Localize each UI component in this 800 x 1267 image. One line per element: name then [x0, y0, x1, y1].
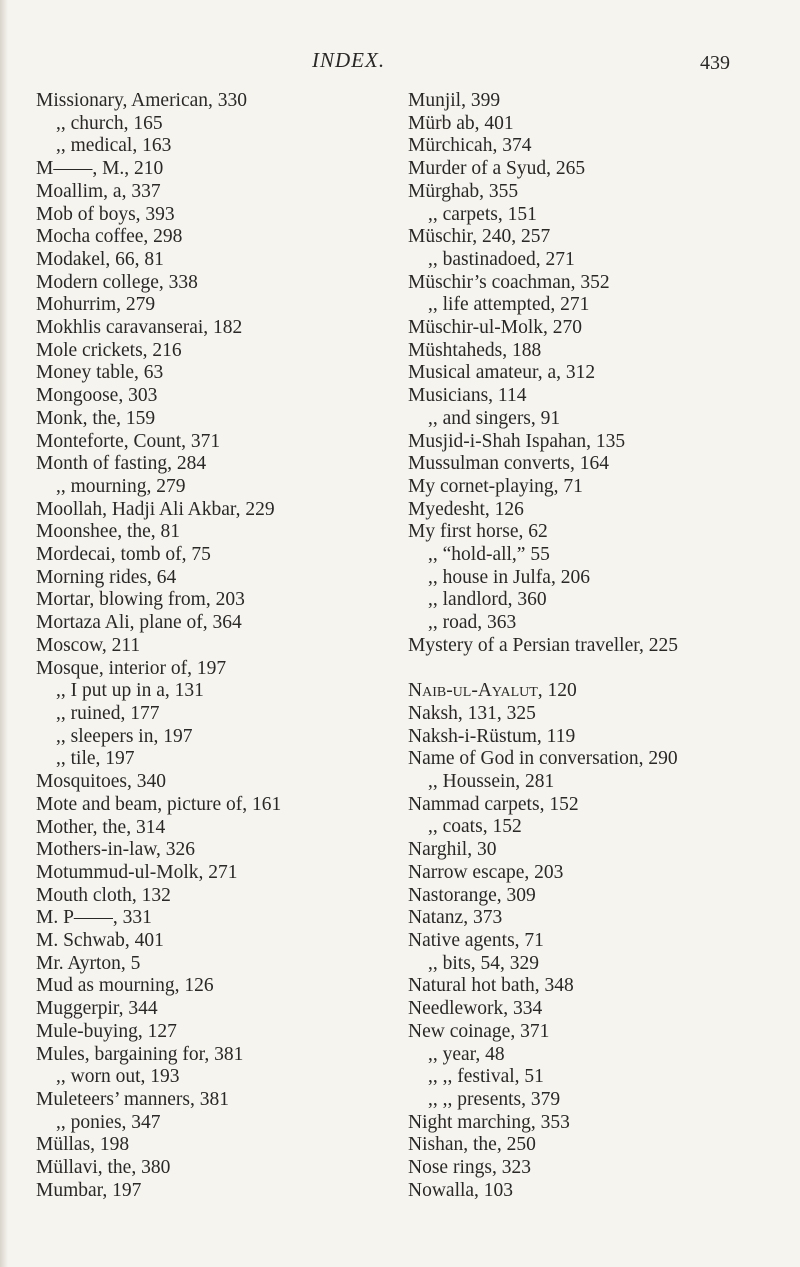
index-subentry: ,, bits, 54, 329	[428, 952, 540, 974]
index-entry: Name of God in conversation, 290	[408, 748, 678, 770]
index-entry: Monk, the, 159	[36, 407, 156, 429]
index-subentry: ,, carpets, 151	[428, 203, 537, 225]
index-entry: Müllavi, the, 380	[36, 1157, 171, 1179]
index-entry: Mürb ab, 401	[408, 112, 514, 134]
index-entry: Mob of boys, 393	[36, 203, 175, 225]
index-entry: Mr. Ayrton, 5	[36, 952, 141, 974]
index-entry: Mouth cloth, 132	[36, 884, 171, 906]
index-entry: Narrow escape, 203	[408, 861, 564, 883]
index-entry: M. Schwab, 401	[36, 930, 164, 952]
index-subentry: ,, ponies, 347	[56, 1111, 161, 1133]
index-entry: Mongoose, 303	[36, 385, 158, 407]
index-entry: Mumbar, 197	[36, 1179, 142, 1201]
index-entry: Mothers-in-law, 326	[36, 839, 196, 861]
index-subentry: ,, house in Julfa, 206	[428, 566, 590, 588]
index-entry: Morning rides, 64	[36, 566, 177, 588]
index-entry: Müschir’s coachman, 352	[408, 271, 610, 293]
index-entry: Mürchicah, 374	[408, 135, 532, 157]
index-subentry: ,, life attempted, 271	[428, 294, 590, 316]
index-subentry: ,, sleepers in, 197	[56, 725, 193, 747]
index-subentry: ,, coats, 152	[428, 816, 522, 838]
index-entry: M——, M., 210	[36, 158, 164, 180]
index-entry: Natanz, 373	[408, 907, 503, 929]
index-entry: Müshtaheds, 188	[408, 339, 542, 361]
index-entry: Mortaza Ali, plane of, 364	[36, 612, 242, 634]
index-entry: Mules, bargaining for, 381	[36, 1043, 244, 1065]
index-entry: Needlework, 334	[408, 998, 543, 1020]
index-subentry: ,, worn out, 193	[56, 1066, 180, 1088]
index-entry: Nishan, the, 250	[408, 1134, 536, 1156]
index-entry: Murder of a Syud, 265	[408, 158, 586, 180]
page-header	[0, 48, 800, 88]
index-entry: Moonshee, the, 81	[36, 521, 181, 543]
index-entry: Mote and beam, picture of, 161	[36, 793, 282, 815]
index-entry: Müschir, 240, 257	[408, 226, 551, 248]
index-entry: Mother, the, 314	[36, 816, 166, 838]
index-entry: Monteforte, Count, 371	[36, 430, 221, 452]
index-entry: Mohurrim, 279	[36, 294, 156, 316]
index-entry: Musjid-i-Shah Ispahan, 135	[408, 430, 626, 452]
index-entry: Musicians, 114	[408, 385, 527, 407]
index-entry: Motummud-ul-Molk, 271	[36, 861, 238, 883]
index-entry: Modakel, 66, 81	[36, 248, 164, 270]
index-entry: Moscow, 211	[36, 634, 141, 656]
index-entry: Mosque, interior of, 197	[36, 657, 227, 679]
index-subentry: ,, tile, 197	[56, 748, 135, 770]
index-subentry: ,, and singers, 91	[428, 407, 561, 429]
index-subentry: ,, landlord, 360	[428, 589, 547, 611]
index-entry: Mystery of a Persian traveller, 225	[408, 634, 678, 656]
index-entry: Mosquitoes, 340	[36, 771, 167, 793]
running-head: INDEX.	[312, 48, 386, 72]
index-entry: Natural hot bath, 348	[408, 975, 574, 997]
index-entry: Missionary, American, 330	[36, 90, 248, 111]
index-column-right	[408, 90, 778, 1202]
index-entry: Mussulman converts, 164	[408, 453, 609, 475]
index-entry: Month of fasting, 284	[36, 453, 207, 475]
index-entry: Native agents, 71	[408, 930, 544, 951]
index-entry: Nammad carpets, 152	[408, 793, 579, 815]
index-entry: Mud as mourning, 126	[36, 975, 214, 997]
index-entry: Moollah, Hadji Ali Akbar, 229	[36, 498, 275, 520]
index-entry: Naksh, 131, 325	[408, 702, 536, 724]
index-subentry: ,, “hold-all,” 55	[428, 544, 550, 566]
page-number: 439	[700, 52, 730, 74]
index-subentry: ,, bastinadoed, 271	[428, 248, 575, 270]
index-entry: New coinage, 371	[408, 1020, 550, 1042]
index-entry: Musical amateur, a, 312	[408, 362, 596, 384]
index-entry: Naib-ul-Ayalut, 120	[408, 680, 577, 702]
index-subentry: ,, church, 165	[56, 112, 163, 134]
index-entry: Night marching, 353	[408, 1111, 570, 1133]
index-subentry: ,, road, 363	[428, 612, 517, 634]
index-subentry: ,, ,, presents, 379	[428, 1088, 561, 1110]
index-entry: Money table, 63	[36, 362, 164, 384]
page-edge	[0, 0, 8, 1267]
index-entry: Munjil, 399	[408, 90, 501, 111]
index-subentry: ,, mourning, 279	[56, 475, 186, 497]
index-subentry: ,, year, 48	[428, 1043, 505, 1065]
index-entry: My cornet-playing, 71	[408, 475, 583, 497]
index-entry: Muleteers’ manners, 381	[36, 1088, 229, 1110]
index-entry: Mule-buying, 127	[36, 1020, 177, 1042]
index-entry: M. P——, 331	[36, 907, 152, 929]
index-entry: Mortar, blowing from, 203	[36, 589, 245, 611]
index-entry: Naksh-i-Rüstum, 119	[408, 725, 576, 747]
index-entry: Muggerpir, 344	[36, 998, 158, 1020]
index-entry: Moallim, a, 337	[36, 180, 161, 202]
index-entry: Mole crickets, 216	[36, 339, 182, 361]
index-subentry: ,, ruined, 177	[56, 702, 160, 724]
index-entry: Nowalla, 103	[408, 1179, 514, 1201]
index-entry: Mokhlis caravanserai, 182	[36, 317, 243, 339]
index-entry: Mocha coffee, 298	[36, 226, 183, 248]
index-entry: Müschir-ul-Molk, 270	[408, 317, 583, 339]
index-entry: My first horse, 62	[408, 521, 548, 543]
letter-section-gap	[408, 658, 778, 681]
index-subentry: ,, Houssein, 281	[428, 771, 555, 793]
index-entry: Müllas, 198	[36, 1134, 130, 1156]
index-column-left	[36, 90, 406, 1202]
index-subentry: ,, ,, festival, 51	[428, 1066, 544, 1088]
index-entry: Narghil, 30	[408, 839, 497, 861]
index-entry: Modern college, 338	[36, 271, 198, 293]
index-entry: Nastorange, 309	[408, 884, 536, 906]
index-entry: Mordecai, tomb of, 75	[36, 544, 211, 566]
index-entry: Myedesht, 126	[408, 498, 524, 520]
index-entry: Mürghab, 355	[408, 180, 519, 202]
index-entry: Nose rings, 323	[408, 1157, 531, 1179]
index-subentry: ,, I put up in a, 131	[56, 680, 204, 702]
index-subentry: ,, medical, 163	[56, 135, 172, 157]
